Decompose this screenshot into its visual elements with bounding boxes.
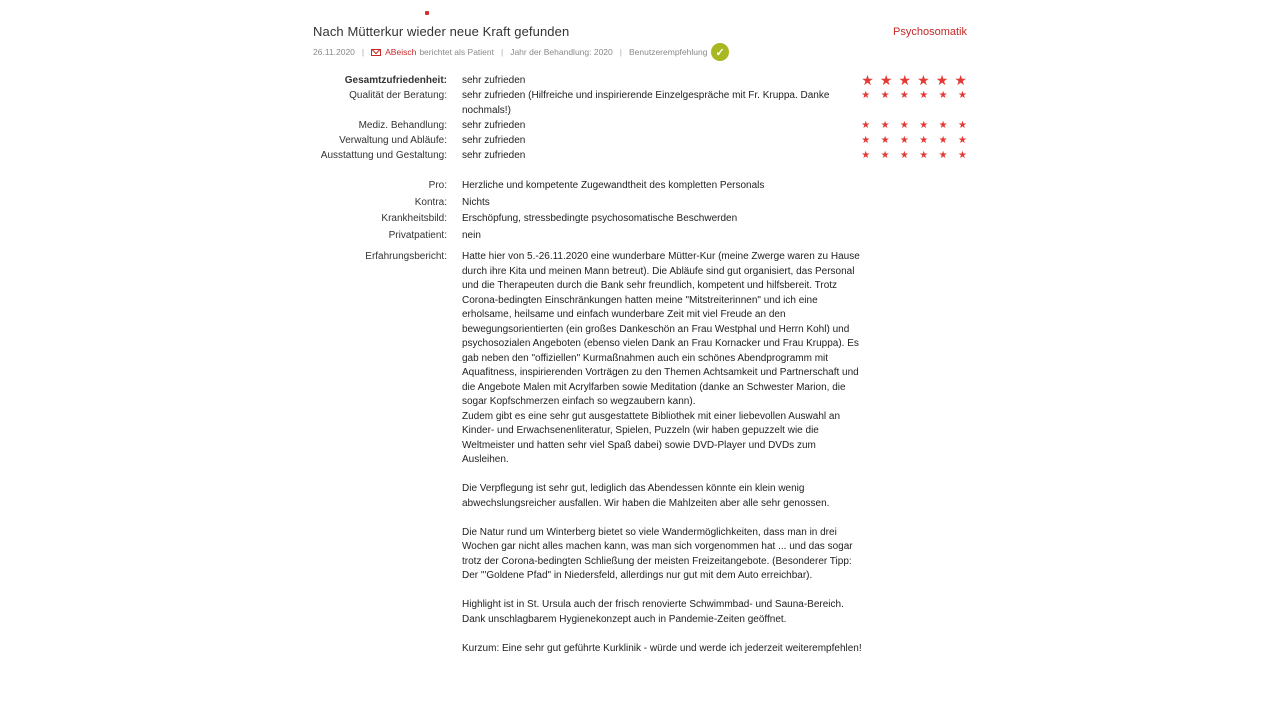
review-card	[313, 22, 967, 656]
star-icon: ★	[880, 90, 890, 101]
star-icon: ★	[899, 120, 909, 131]
rating-value: sehr zufrieden	[462, 75, 526, 86]
separator: |	[619, 47, 622, 57]
star-icon: ★	[919, 120, 929, 131]
rating-value: sehr zufrieden	[462, 120, 526, 131]
star-icon: ★	[861, 72, 874, 88]
info-label: Privatpatient:	[388, 229, 447, 241]
rating-label: Verwaltung und Abläufe:	[339, 135, 447, 146]
star-icon: ★	[958, 90, 967, 101]
star-icon: ★	[938, 90, 948, 101]
star-icon: ★	[958, 150, 967, 161]
star-icon: ★	[938, 135, 948, 146]
rating-stars	[861, 88, 967, 118]
report-text: Hatte hier von 5.-26.11.2020 eine wunderbare Mütter-Kur (meine Zwerge waren zu Hause durch ihre Kita und meinen Mann betreut). Die Abläufe sind gut organisiert, das Personal und die Therapeuten durch die Bank sehr freundlich, kompetent und hilfsbereit. Trotz Corona-bedingten Einschränkungen hatten meine "Mitstreiterinnen" und ich eine erholsame, heilsame und einfach wunderbare Zeit mit viel Freude an den bewegungsorientierten (ein großes Dankeschön an Frau Westphal und Herrn Kohl) und psychosozialen Angeboten (ebenso vielen Dank an Frau Kornacker und Frau Kruppa). Es gab neben den "offiziellen" Kurmaßnahmen auch ein schönes Abendprogramm mit Aquafitness, inspirierenden Vorträgen zu den Themen Achtsamkeit und Partnerschaft und die Angebote Malen mit Acrylfarben sowie Meditation (danke an Schwester Marion, die sogar Kopfschmerzen einfach so wegzaubern kann). Zudem gibt es eine sehr gut ausgestattete Bibliothek mit einer liebevollen Auswahl an Kinder- und Erwachsenenliteratur, Spielen, Puzzeln (wir haben gepuzzelt wie die Weltmeister und hatten sehr viel Spaß dabei) sowie DVD-Player und DVDs zum Ausleihen. Die Verpflegung ist sehr gut, lediglich das Abendessen könnte ein klein wenig abwechslungsreicher ausfallen. Wir haben die Mahlzeiten aber alle sehr genossen. Die Natur rund um Winterberg bietet so viele Wandermöglichkeiten, dass man in drei Wochen gar nicht alles machen kann, was man sich vorgenommen hat ... und das sogar trotz der Corona-bedingten Schließung der meisten Freizeitangebote. (Besonderer Tipp: Der "'Goldene Pfad" in Niedersfeld, allerdings nur gut mit dem Auto erreichbar). Highlight ist in St. Ursula auch der frisch renovierte Schwimmbad- und Sauna-Bereich. Dank unschlagbarem Hygienekonzept auch in Pandemie-Zeiten geöffnet. Kurzum: Eine sehr gut geführte Kurklinik - würde und werde ich jederzeit weiterempfehlen!	[462, 251, 862, 654]
star-icon: ★	[880, 150, 890, 161]
rating-row	[313, 88, 967, 118]
star-icon: ★	[938, 150, 948, 161]
rating-row	[313, 118, 967, 133]
author-link[interactable]	[371, 47, 416, 57]
info-label: Krankheitsbild:	[381, 213, 447, 224]
star-icon: ★	[938, 120, 948, 131]
info-list	[313, 178, 967, 244]
rating-stars	[861, 118, 967, 133]
rating-value: sehr zufrieden (Hilfreiche und inspirierende Einzelgespräche mit Fr. Kruppa. Danke nochmals!)	[462, 90, 830, 116]
rating-stars	[861, 133, 967, 148]
star-icon: ★	[899, 150, 909, 161]
rating-value: sehr zufrieden	[462, 150, 526, 161]
separator: |	[361, 47, 365, 57]
info-value: Nichts	[462, 196, 490, 208]
star-icon: ★	[899, 135, 909, 146]
mail-icon[interactable]	[371, 49, 381, 56]
treatment-year: Jahr der Behandlung: 2020	[510, 47, 613, 57]
star-icon: ★	[899, 90, 909, 101]
info-label: Kontra:	[414, 196, 447, 208]
info-row	[313, 228, 967, 245]
star-icon: ★	[880, 120, 890, 131]
star-icon: ★	[861, 90, 871, 101]
star-icon: ★	[861, 150, 871, 161]
rating-value: sehr zufrieden	[462, 135, 526, 146]
rating-row	[313, 73, 967, 88]
star-icon: ★	[861, 120, 871, 131]
review-date: 26.11.2020	[313, 47, 355, 57]
info-value: nein	[462, 229, 481, 241]
star-icon: ★	[958, 120, 967, 131]
info-row	[313, 211, 967, 228]
spacer	[313, 163, 967, 178]
separator: |	[500, 47, 504, 57]
rating-label: Gesamtzufriedenheit:	[344, 75, 447, 86]
info-row	[313, 195, 967, 212]
rating-label: Mediz. Behandlung:	[358, 120, 447, 131]
info-label: Pro:	[428, 180, 447, 191]
recommendation-label: Benutzerempfehlung	[628, 47, 708, 57]
star-icon: ★	[898, 72, 912, 88]
star-icon: ★	[879, 72, 893, 88]
rating-row	[313, 148, 967, 163]
review-header	[313, 22, 967, 39]
info-value: Erschöpfung, stressbedingte psychosomatische Beschwerden	[462, 213, 738, 224]
report-label: Erfahrungsbericht:	[365, 251, 447, 262]
report-row	[313, 250, 967, 656]
star-icon: ★	[919, 150, 929, 161]
rating-row	[313, 133, 967, 148]
review-meta	[313, 43, 967, 61]
star-icon: ★	[880, 135, 890, 146]
star-icon: ★	[917, 72, 930, 88]
category-link[interactable]: Psychosomatik	[893, 26, 967, 38]
reports-as: berichtet als Patient	[419, 47, 494, 57]
info-value: Herzliche und kompetente Zugewandtheit des kompletten Personals	[462, 180, 765, 191]
star-icon: ★	[861, 135, 871, 146]
ratings-list	[313, 73, 967, 163]
star-icon: ★	[919, 90, 929, 101]
info-row	[313, 178, 967, 195]
star-icon: ★	[958, 135, 967, 146]
rating-stars	[861, 148, 967, 163]
star-icon: ★	[935, 72, 949, 88]
rating-label: Qualität der Beratung:	[349, 90, 447, 101]
thumbs-up-icon: ✓	[711, 43, 729, 61]
rating-stars	[861, 73, 967, 88]
rating-label: Ausstattung und Gestaltung:	[320, 150, 447, 161]
review-title[interactable]: Nach Mütterkur wieder neue Kraft gefunden	[313, 24, 570, 39]
top-accent-mark	[425, 11, 429, 15]
star-icon: ★	[954, 72, 967, 88]
author-name[interactable]: ABeisch	[385, 47, 417, 57]
star-icon: ★	[919, 135, 929, 146]
